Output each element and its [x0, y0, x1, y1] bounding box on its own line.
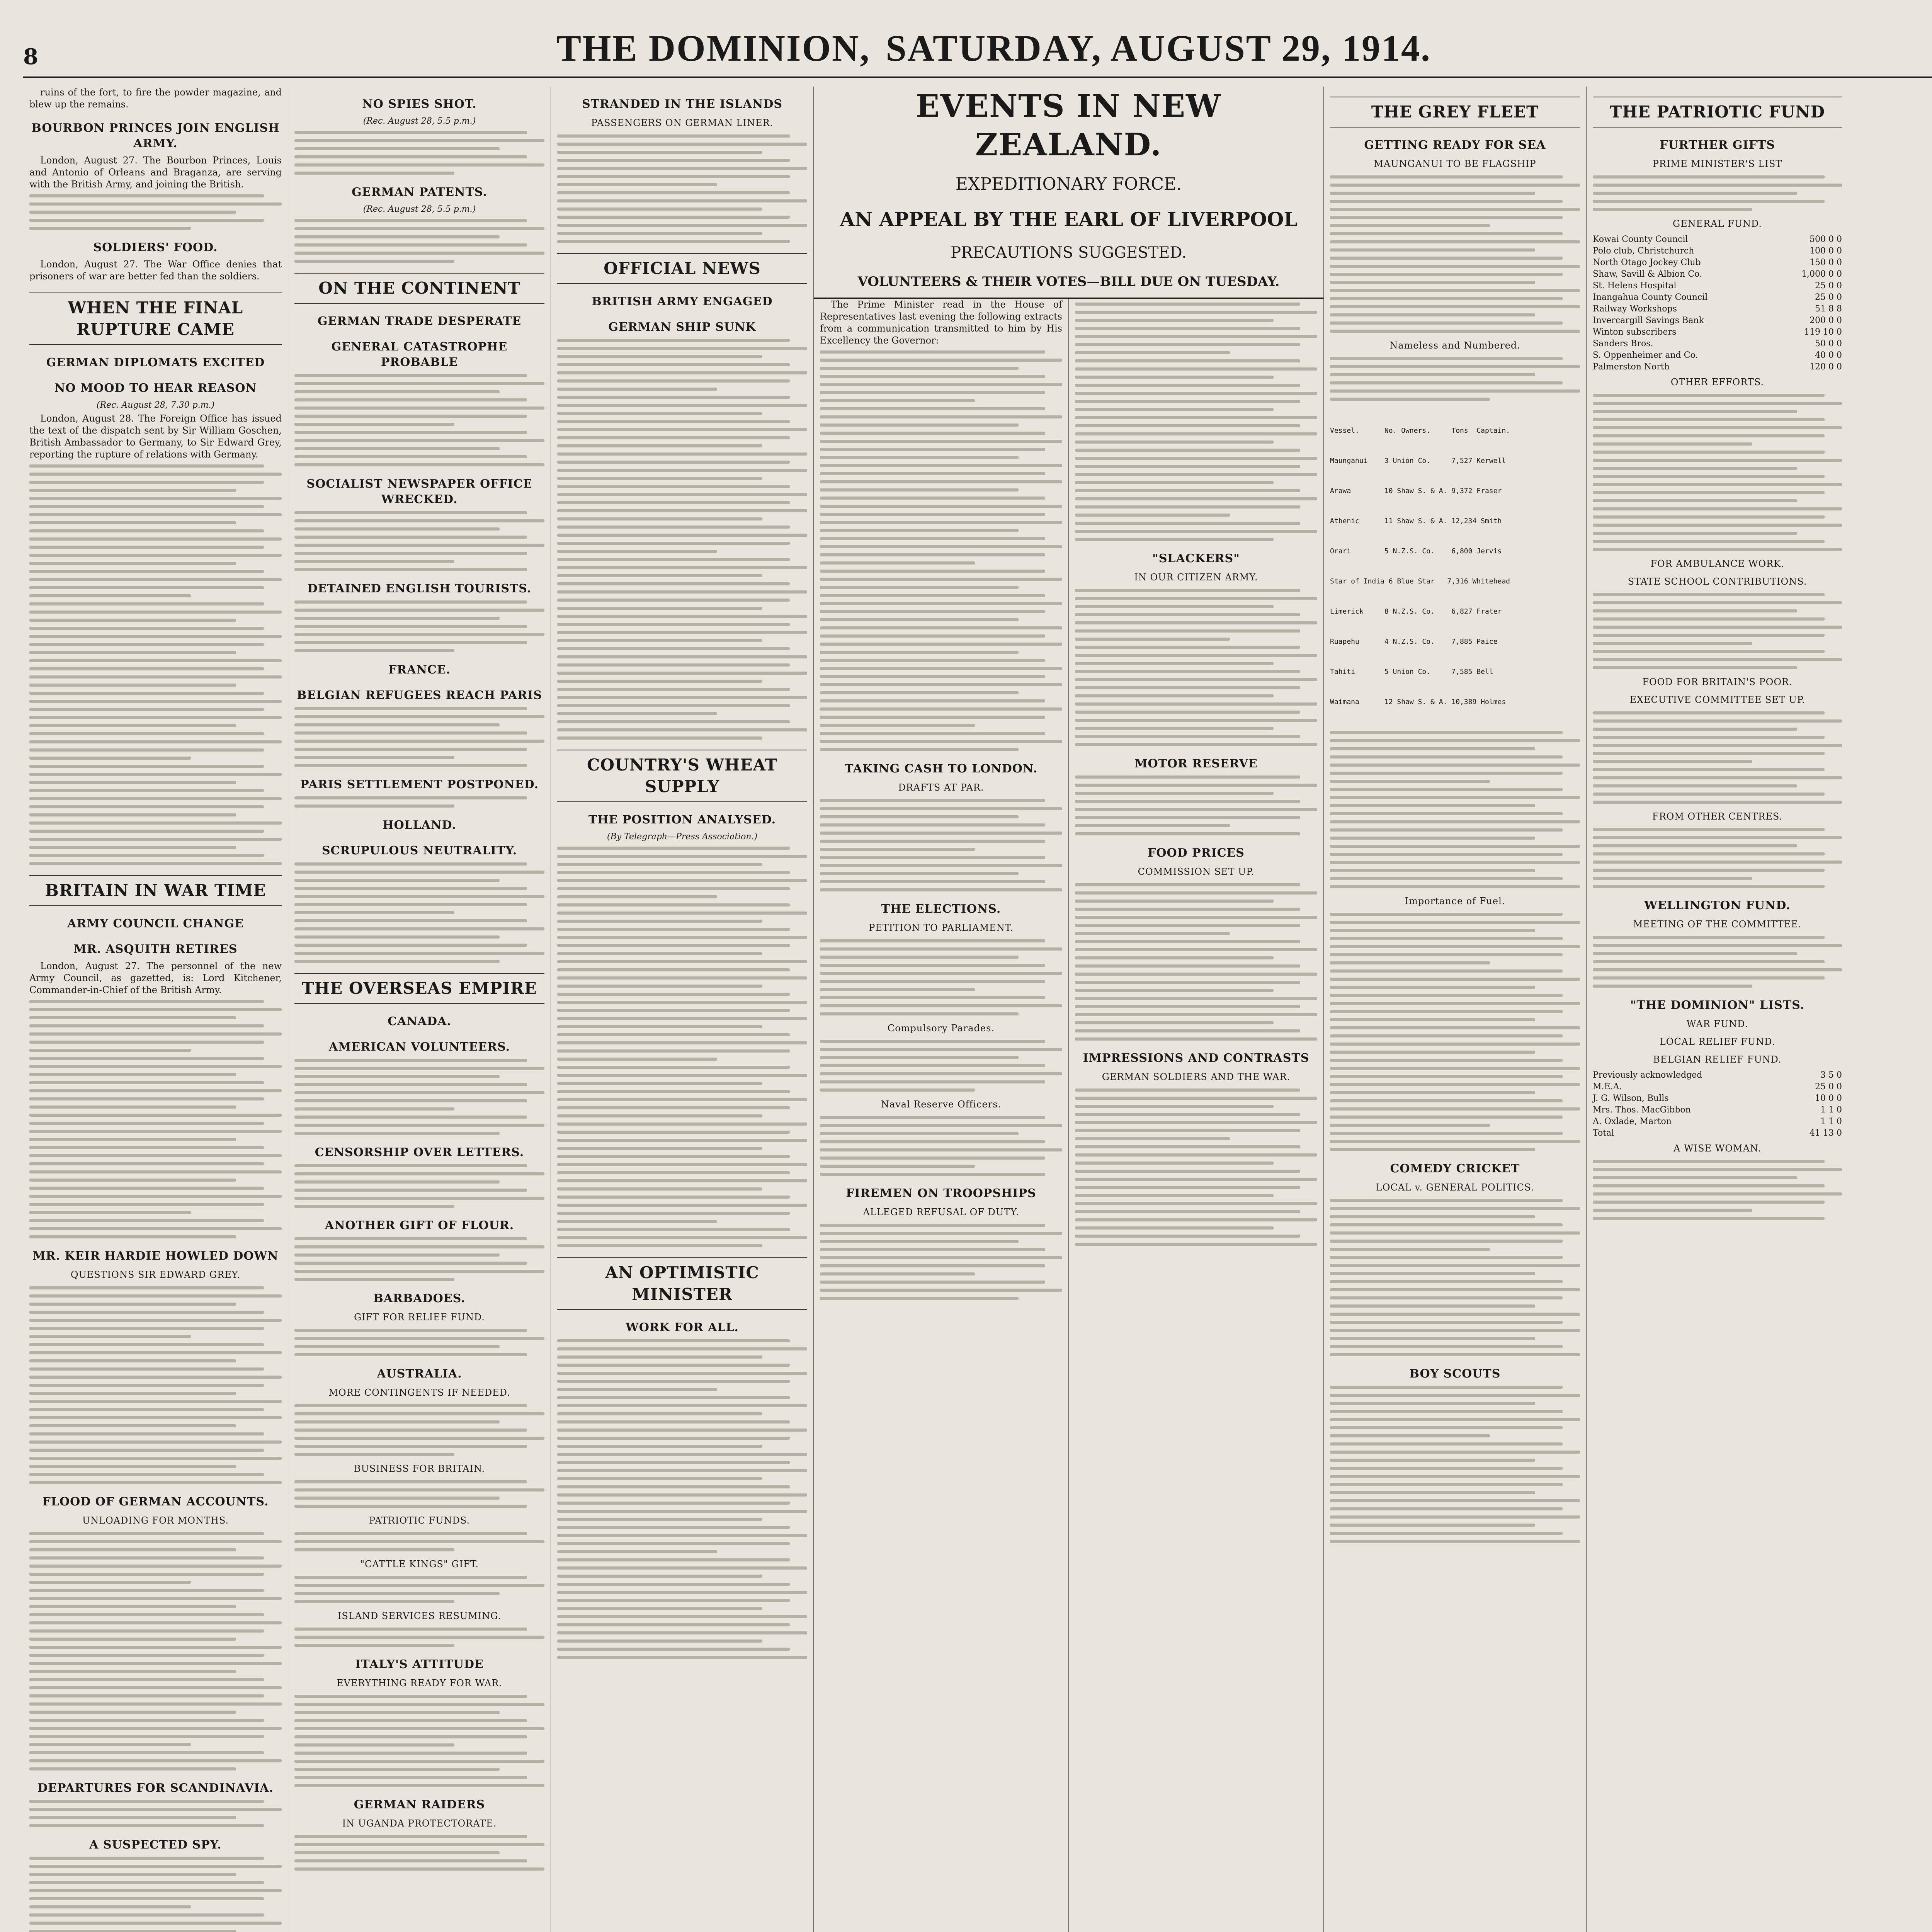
headline: BOY SCOUTS [1409, 1367, 1501, 1381]
subheadline: AN APPEAL BY THE EARL OF LIVERPOOL [840, 208, 1298, 231]
text-block [1593, 936, 1842, 988]
text-block [820, 1116, 1062, 1176]
text-block [294, 1576, 544, 1603]
text-block [294, 796, 544, 808]
table-row: Waimana 12 Shaw S. & A. 10,389 Holmes [1330, 698, 1506, 706]
text-block [294, 1532, 544, 1551]
list-item: S. Oppenheimer and Co. 40 0 0 [1593, 350, 1842, 360]
headline: WHEN THE FINAL RUPTURE CAME [29, 293, 282, 345]
list-item: Mrs. Thos. MacGibbon 1 1 0 [1593, 1105, 1842, 1115]
article-text: The Prime Minister read in the House of Representatives last evening the following extracts from a communication transmitted to him by His Excellency the Governor: [820, 299, 1062, 346]
subheadline: Naval Reserve Officers. [881, 1099, 1002, 1110]
vessel-table [1330, 406, 1580, 727]
text-block [820, 1040, 1062, 1092]
headline: CANADA. [388, 1015, 451, 1028]
text-block [29, 1286, 282, 1484]
table-row: Maunganui 3 Union Co. 7,527 Kerwell [1330, 457, 1506, 465]
subheadline: COMMISSION SET UP. [1138, 866, 1255, 877]
text-block [294, 219, 544, 263]
headline: AN OPTIMISTIC MINISTER [557, 1257, 807, 1310]
headline: THE OVERSEAS EMPIRE [294, 973, 544, 1004]
headline: THE PATRIOTIC FUND [1593, 97, 1842, 128]
text-block [29, 1857, 282, 1932]
headline: NO SPIES SHOT. [362, 97, 477, 111]
subheadline: STATE SCHOOL CONTRIBUTIONS. [1628, 576, 1807, 587]
headline: GETTING READY FOR SEA [1364, 138, 1546, 152]
subheadline: VOLUNTEERS & THEIR VOTES—BILL DUE ON TUESDAY. [857, 274, 1280, 289]
text-block [29, 194, 282, 230]
headline: FIREMEN ON TROOPSHIPS [846, 1187, 1036, 1200]
subheadline: UNLOADING FOR MONTHS. [82, 1515, 229, 1526]
list-item: A. Oxlade, Marton 1 1 0 [1593, 1117, 1842, 1126]
subheadline: FROM OTHER CENTRES. [1652, 811, 1783, 822]
text-block [1075, 1088, 1317, 1246]
column-3 [551, 87, 813, 1932]
headline: FOOD PRICES [1148, 846, 1245, 860]
text-block [820, 350, 1062, 751]
text-block [1593, 593, 1842, 669]
headline: SCRUPULOUS NEUTRALITY. [321, 844, 517, 857]
headline: IMPRESSIONS AND CONTRASTS [1083, 1051, 1310, 1065]
headline: BRITAIN IN WAR TIME [29, 875, 282, 906]
text-block [1075, 303, 1317, 541]
text-block [294, 1404, 544, 1456]
text-block [1330, 1386, 1580, 1543]
text-block [557, 339, 807, 740]
list-item: Railway Workshops 51 8 8 [1593, 304, 1842, 314]
subheadline: FOR AMBULANCE WORK. [1650, 558, 1784, 569]
subheadline: LOCAL RELIEF FUND. [1659, 1036, 1776, 1047]
column-2 [288, 87, 551, 1932]
text-block [1593, 711, 1842, 804]
headline: GERMAN SHIP SUNK [608, 320, 756, 334]
masthead [23, 15, 1932, 78]
headline: AUSTRALIA. [377, 1367, 462, 1381]
feature-body [814, 299, 1323, 1932]
subheadline: GIFT FOR RELIEF FUND. [354, 1312, 485, 1323]
list-item: J. G. Wilson, Bulls 10 0 0 [1593, 1094, 1842, 1103]
headline: TAKING CASH TO LONDON. [845, 762, 1037, 776]
text-block [1593, 394, 1842, 551]
headline: GERMAN TRADE DESPERATE [317, 315, 522, 328]
article-text: ruins of the fort, to fire the powder magazine, and blew up the remains. [29, 87, 282, 110]
columns [23, 87, 1932, 1932]
headline: THE ELECTIONS. [881, 902, 1001, 916]
subheadline: DRAFTS AT PAR. [898, 782, 984, 793]
text-block [294, 511, 544, 571]
text-block [557, 134, 807, 243]
subheadline: ISLAND SERVICES RESUMING. [337, 1611, 502, 1621]
text-block [29, 464, 282, 865]
text-block [557, 1339, 807, 1659]
list-item: M.E.A. 25 0 0 [1593, 1082, 1842, 1092]
dateline: (Rec. August 28, 5.5 p.m.) [363, 116, 476, 126]
subheadline: Compulsory Parades. [887, 1023, 995, 1034]
table-row: Athenic 11 Shaw S. & A. 12,234 Smith [1330, 517, 1502, 525]
column-6 [1323, 87, 1586, 1932]
subheadline: GENERAL FUND. [1672, 218, 1762, 229]
subheadline: IN UGANDA PROTECTORATE. [342, 1818, 497, 1829]
general-fund-list [1593, 234, 1842, 373]
headline: MOTOR RESERVE [1134, 757, 1258, 770]
article-text: London, August 27. The personnel of the new Army Council, as gazetted, is: Lord Kitchener, Commander-in-Chief of the British Army. [29, 961, 282, 995]
headline: MR. KEIR HARDIE HOWLED DOWN [32, 1249, 279, 1263]
text-block [294, 1237, 544, 1281]
headline: ITALY'S ATTITUDE [355, 1658, 484, 1671]
headline: FRANCE. [388, 663, 451, 677]
table-row: Limerick 8 N.Z.S. Co. 6,827 Frater [1330, 607, 1502, 616]
article-text: London, August 27. The Bourbon Princes, Louis and Antonio of Orleans and Braganza, are serving with the British Army, and joining the British. [29, 155, 282, 190]
headline: ON THE CONTINENT [294, 273, 544, 304]
list-item: Previously acknowledged 3 5 0 [1593, 1070, 1842, 1080]
subheadline: BELGIAN RELIEF FUND. [1653, 1054, 1782, 1065]
article-text: London, August 27. The War Office denies that prisoners of war are better fed than the soldiers. [29, 259, 282, 282]
headline: FURTHER GIFTS [1660, 138, 1775, 152]
headline: A SUSPECTED SPY. [89, 1838, 222, 1852]
headline: GERMAN PATENTS. [352, 185, 487, 199]
headline: DEPARTURES FOR SCANDINAVIA. [37, 1781, 274, 1795]
table-row: Ruapehu 4 N.Z.S. Co. 7,885 Paice [1330, 638, 1498, 646]
text-block [294, 1059, 544, 1135]
table-row: Star of India 6 Blue Star 7,316 Whitehead [1330, 577, 1510, 585]
headline: GERMAN DIPLOMATS EXCITED [46, 356, 265, 369]
feature-header [814, 87, 1323, 299]
headline: AMERICAN VOLUNTEERS. [328, 1040, 510, 1054]
headline: WORK FOR ALL. [626, 1321, 739, 1334]
subheadline: PETITION TO PARLIAMENT. [869, 922, 1014, 933]
text-block [294, 1329, 544, 1356]
subheadline: PRIME MINISTER'S LIST [1652, 158, 1782, 169]
text-block [1075, 776, 1317, 835]
list-item: Invercargill Savings Bank 200 0 0 [1593, 316, 1842, 325]
dateline: (Rec. August 28, 5.5 p.m.) [363, 204, 476, 214]
text-block [1593, 175, 1842, 211]
list-item: Winton subscribers 119 10 0 [1593, 327, 1842, 337]
text-block [820, 939, 1062, 1015]
list-item: Shaw, Savill & Albion Co. 1,000 0 0 [1593, 269, 1842, 279]
list-item: Total 41 13 0 [1593, 1128, 1842, 1138]
headline: HOLLAND. [383, 818, 456, 832]
column-1 [23, 87, 288, 1932]
banner-headline: EVENTS IN NEW ZEALAND. [916, 88, 1221, 163]
headline: MR. ASQUITH RETIRES [73, 942, 238, 956]
headline: BARBADOES. [373, 1292, 466, 1305]
list-item: Palmerston North 120 0 0 [1593, 362, 1842, 372]
text-block [294, 707, 544, 767]
headline: GENERAL CATASTROPHE PROBABLE [331, 340, 508, 369]
headline: COMEDY CRICKET [1390, 1162, 1520, 1175]
text-block [1330, 731, 1580, 888]
list-item: St. Helens Hospital 25 0 0 [1593, 281, 1842, 291]
headline: NO MOOD TO HEAR REASON [54, 381, 257, 395]
text-block [294, 1164, 544, 1208]
text-block [294, 1695, 544, 1787]
headline: CENSORSHIP OVER LETTERS. [315, 1146, 524, 1159]
subheadline: LOCAL v. GENERAL POLITICS. [1376, 1182, 1534, 1193]
headline: DETAINED ENGLISH TOURISTS. [307, 582, 532, 595]
headline: WELLINGTON FUND. [1644, 899, 1791, 912]
subheadline: Importance of Fuel. [1405, 896, 1505, 906]
subheadline: PASSENGERS ON GERMAN LINER. [591, 117, 774, 128]
headline: ANOTHER GIFT OF FLOUR. [325, 1219, 514, 1232]
headline: BOURBON PRINCES JOIN ENGLISH ARMY. [31, 121, 280, 150]
subheadline: MEETING OF THE COMMITTEE. [1633, 919, 1802, 930]
subheadline: MAUNGANUI TO BE FLAGSHIP [1374, 158, 1536, 169]
table-header: Vessel. No. Owners. Tons Captain. [1330, 427, 1510, 435]
text-block [1593, 1160, 1842, 1220]
headline: "THE DOMINION" LISTS. [1630, 998, 1805, 1012]
headline: ARMY COUNCIL CHANGE [67, 917, 244, 930]
subheadline: EXPEDITIONARY FORCE. [955, 174, 1182, 194]
text-block [294, 1835, 544, 1871]
headline: FLOOD OF GERMAN ACCOUNTS. [42, 1495, 269, 1509]
subheadline: EVERYTHING READY FOR WAR. [337, 1678, 502, 1689]
list-item: Sanders Bros. 50 0 0 [1593, 339, 1842, 349]
headline: STRANDED IN THE ISLANDS [582, 97, 782, 111]
subheadline: FOOD FOR BRITAIN'S POOR. [1642, 677, 1793, 687]
text-block [1075, 883, 1317, 1041]
text-block [294, 600, 544, 652]
feature-column-1 [814, 299, 1068, 1932]
subheadline: PATRIOTIC FUNDS. [369, 1515, 470, 1526]
headline: OFFICIAL NEWS [557, 253, 807, 284]
headline: GERMAN RAIDERS [354, 1798, 485, 1811]
list-item: North Otago Jockey Club 150 0 0 [1593, 258, 1842, 267]
list-item: Polo club, Christchurch 100 0 0 [1593, 246, 1842, 256]
subheadline: MORE CONTINGENTS IF NEEDED. [328, 1387, 510, 1398]
text-block [1330, 175, 1580, 333]
text-block [557, 847, 807, 1247]
belgian-fund-list [1593, 1070, 1842, 1139]
text-block [294, 131, 544, 175]
headline: THE POSITION ANALYSED. [588, 813, 776, 827]
text-block [820, 799, 1062, 891]
title-text: THE DOMINION, [556, 27, 871, 69]
page-number: 8 [23, 44, 38, 70]
table-row: Tahiti 5 Union Co. 7,585 Bell [1330, 668, 1493, 676]
article-text: London, August 28. The Foreign Office has issued the text of the dispatch sent by Sir William Goschen, British Ambassador to Germany, to Sir Edward Grey, reporting the rupture of relations with Germany. [29, 413, 282, 460]
headline: SOCIALIST NEWSPAPER OFFICE WRECKED. [306, 477, 532, 506]
subheadline: PRECAUTIONS SUGGESTED. [951, 244, 1187, 262]
text-block [820, 1224, 1062, 1300]
dateline: (Rec. August 28, 7.30 p.m.) [96, 400, 215, 410]
text-block [1075, 589, 1317, 746]
headline: THE GREY FLEET [1330, 97, 1580, 128]
headline: PARIS SETTLEMENT POSTPONED. [300, 778, 539, 791]
subheadline: ALLEGED REFUSAL OF DUTY. [863, 1207, 1019, 1218]
list-item: Inangahua County Council 25 0 0 [1593, 293, 1842, 302]
newspaper-title [70, 27, 1918, 70]
subheadline: "CATTLE KINGS" GIFT. [360, 1559, 479, 1570]
text-block [29, 1000, 282, 1238]
text-block [29, 1800, 282, 1827]
text-block [29, 1532, 282, 1770]
dateline: (By Telegraph—Press Association.) [607, 832, 758, 842]
column-7 [1586, 87, 1848, 1932]
centre-feature [813, 87, 1323, 1932]
text-block [1330, 357, 1580, 401]
headline: BELGIAN REFUGEES REACH PARIS [297, 689, 542, 702]
text-block [294, 1480, 544, 1508]
subheadline: EXECUTIVE COMMITTEE SET UP. [1629, 694, 1805, 705]
subheadline: WAR FUND. [1686, 1019, 1748, 1029]
text-block [294, 862, 544, 963]
table-row: Orari 5 N.Z.S. Co. 6,800 Jervis [1330, 547, 1502, 555]
subheadline: BUSINESS FOR BRITAIN. [354, 1463, 485, 1474]
text-block [294, 374, 544, 466]
text-block [1330, 913, 1580, 1151]
headline: SOLDIERS' FOOD. [93, 241, 218, 254]
subheadline: QUESTIONS SIR EDWARD GREY. [70, 1269, 241, 1280]
list-item: Kowai County Council 500 0 0 [1593, 235, 1842, 244]
text-block [294, 1628, 544, 1647]
subheadline: GERMAN SOLDIERS AND THE WAR. [1102, 1071, 1291, 1082]
subheadline: Nameless and Numbered. [1389, 340, 1520, 351]
headline: COUNTRY'S WHEAT SUPPLY [557, 750, 807, 802]
subheadline: OTHER EFFORTS. [1670, 377, 1764, 388]
headline: "SLACKERS" [1152, 552, 1240, 565]
text-block [1593, 828, 1842, 888]
text-block [1330, 1199, 1580, 1356]
headline: BRITISH ARMY ENGAGED [592, 295, 773, 308]
table-row: Arawa 10 Shaw S. & A. 9,372 Fraser [1330, 487, 1502, 495]
issue-date: SATURDAY, AUGUST 29, 1914. [886, 27, 1432, 69]
subheadline: IN OUR CITIZEN ARMY. [1134, 572, 1258, 583]
subheadline: A WISE WOMAN. [1673, 1143, 1762, 1154]
feature-column-2 [1068, 299, 1323, 1932]
